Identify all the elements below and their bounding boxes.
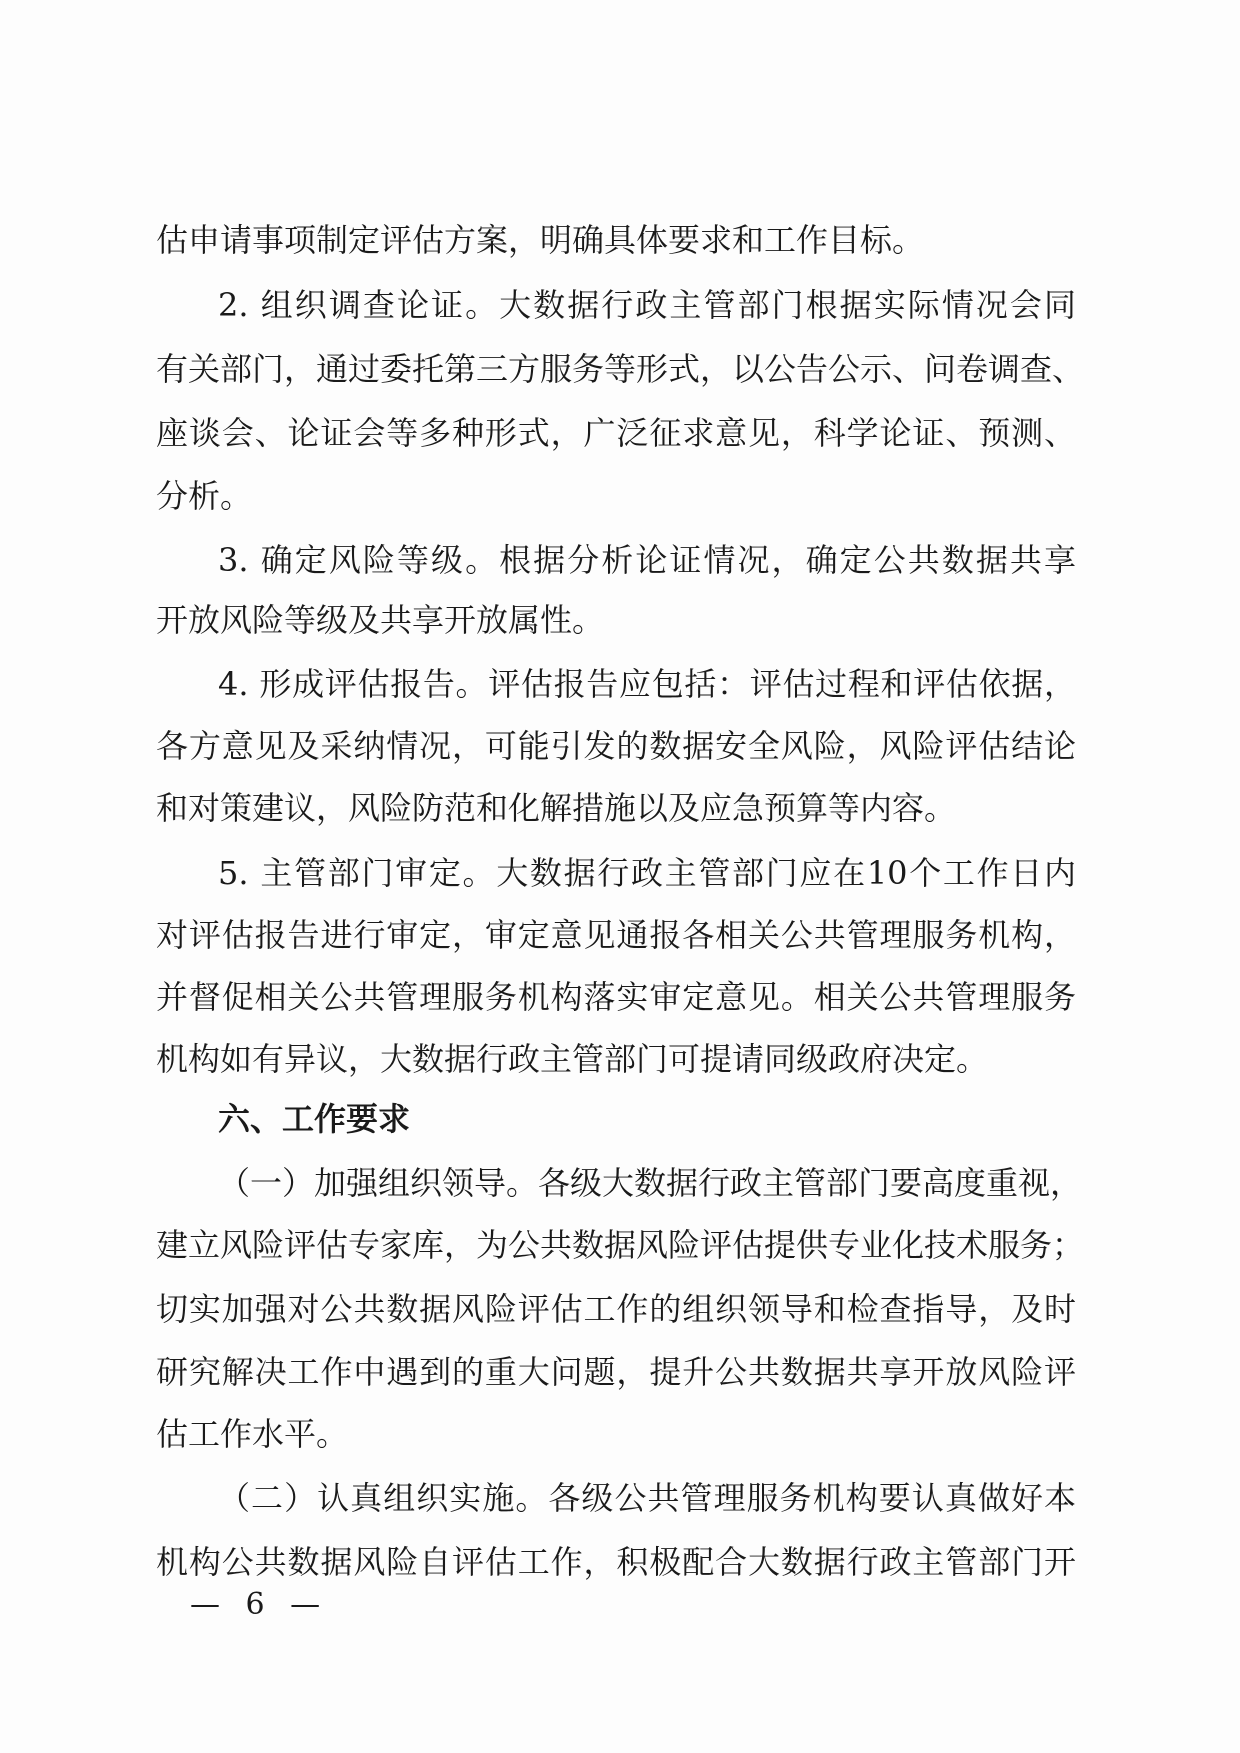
text-line: 和对策建议，风险防范和化解措施以及应急预算等内容。: [156, 789, 957, 827]
text-line: 并督促相关公共管理服务机构落实审定意见。相关公共管理服务: [156, 978, 1076, 1016]
text-line: 分析。: [156, 477, 253, 515]
text-line: 开放风险等级及共享开放属性。: [156, 601, 605, 639]
text-line: 对评估报告进行审定，审定意见通报各相关公共管理服务机构，: [156, 916, 1076, 954]
text-line: 3. 确定风险等级。根据分析论证情况，确定公共数据共享: [218, 541, 1076, 579]
text-line: 有关部门，通过委托第三方服务等形式，以公告公示、问卷调查、: [156, 350, 1085, 388]
text-line: （一）加强组织领导。各级大数据行政主管部门要高度重视，: [218, 1164, 1083, 1202]
text-line: （二）认真组织实施。各级公共管理服务机构要认真做好本: [218, 1479, 1076, 1517]
text-line: 切实加强对公共数据风险评估工作的组织领导和检查指导，及时: [156, 1290, 1076, 1328]
text-line: 座谈会、论证会等多种形式，广泛征求意见，科学论证、预测、: [156, 414, 1076, 452]
text-line: 研究解决工作中遇到的重大问题，提升公共数据共享开放风险评: [156, 1353, 1076, 1391]
page-number: — 6 —: [190, 1587, 329, 1622]
text-line: 建立风险评估专家库，为公共数据风险评估提供专业化技术服务；: [156, 1226, 1085, 1264]
text-line: 4. 形成评估报告。评估报告应包括：评估过程和评估依据，: [218, 665, 1076, 703]
text-line: 机构公共数据风险自评估工作，积极配合大数据行政主管部门开: [156, 1543, 1076, 1581]
text-line: 5. 主管部门审定。大数据行政主管部门应在10个工作日内: [218, 854, 1076, 892]
text-line: 机构如有异议，大数据行政主管部门可提请同级政府决定。: [156, 1040, 989, 1078]
text-line: 2. 组织调查论证。大数据行政主管部门根据实际情况会同: [218, 286, 1076, 324]
section-heading: 六、工作要求: [218, 1100, 411, 1138]
text-line: 估工作水平。: [156, 1415, 349, 1453]
text-line: 各方意见及采纳情况，可能引发的数据安全风险，风险评估结论: [156, 727, 1076, 765]
text-line: 估申请事项制定评估方案，明确具体要求和工作目标。: [156, 221, 925, 259]
